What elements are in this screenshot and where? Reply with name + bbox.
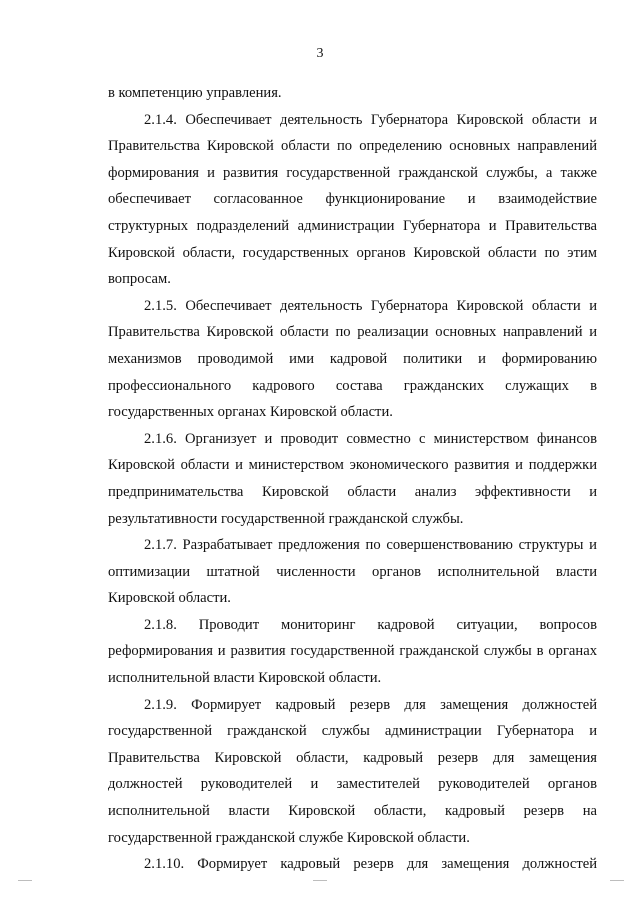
paragraph-2-1-8: 2.1.8. Проводит мониторинг кадровой ситуации, вопросов реформирования и развития государственной гражданской службы в органах исполнительной власти Кировской области. — [108, 616, 597, 687]
paragraph-continuation: в компетенцию управления. — [108, 85, 282, 101]
document-body — [108, 80, 597, 878]
paragraph-2-1-9: 2.1.9. Формирует кадровый резерв для замещения должностей государственной гражданской службы администрации Губернатора и Правительства Кировской области, кадровый резерв для замещения должностей руководителей и заместителей руководителей органов исполнительной власти Кировской области, кадровый резерв на государственной гражданской службе Кировской области. — [108, 696, 597, 846]
scan-edge-mark-center — [313, 880, 327, 881]
scan-edge-mark-right — [610, 880, 624, 881]
paragraph-2-1-7: 2.1.7. Разрабатывает предложения по совершенствованию структуры и оптимизации штатной численности органов исполнительной власти Кировской области. — [108, 537, 597, 607]
paragraph-2-1-10: 2.1.10. Формирует кадровый резерв для замещения должностей — [144, 856, 597, 873]
paragraph-2-1-4: 2.1.4. Обеспечивает деятельность Губернатора Кировской области и Правительства Кировской области по определению основных направлений формирования и развития государственной гражданской службы, а также обеспечивает согласованное функционирование и взаимодействие структурных подразделений администрации Губернатора и Правительства Кировской области, государственных органов Кировской области по этим вопросам. — [108, 111, 597, 288]
scan-edge-mark-left — [18, 880, 32, 881]
page-number: 3 — [316, 46, 324, 61]
paragraph-2-1-6: 2.1.6. Организует и проводит совместно с министерством финансов Кировской области и министерством экономического развития и поддержки предпринимательства Кировской области анализ эффективности и результативности государственной гражданской службы. — [108, 430, 597, 527]
paragraph-2-1-5: 2.1.5. Обеспечивает деятельность Губернатора Кировской области и Правительства Кировской области по реализации основных направлений и механизмов проводимой ими кадровой политики и формированию профессионального кадрового состава гражданских служащих в государственных органах Кировской области. — [108, 297, 597, 421]
